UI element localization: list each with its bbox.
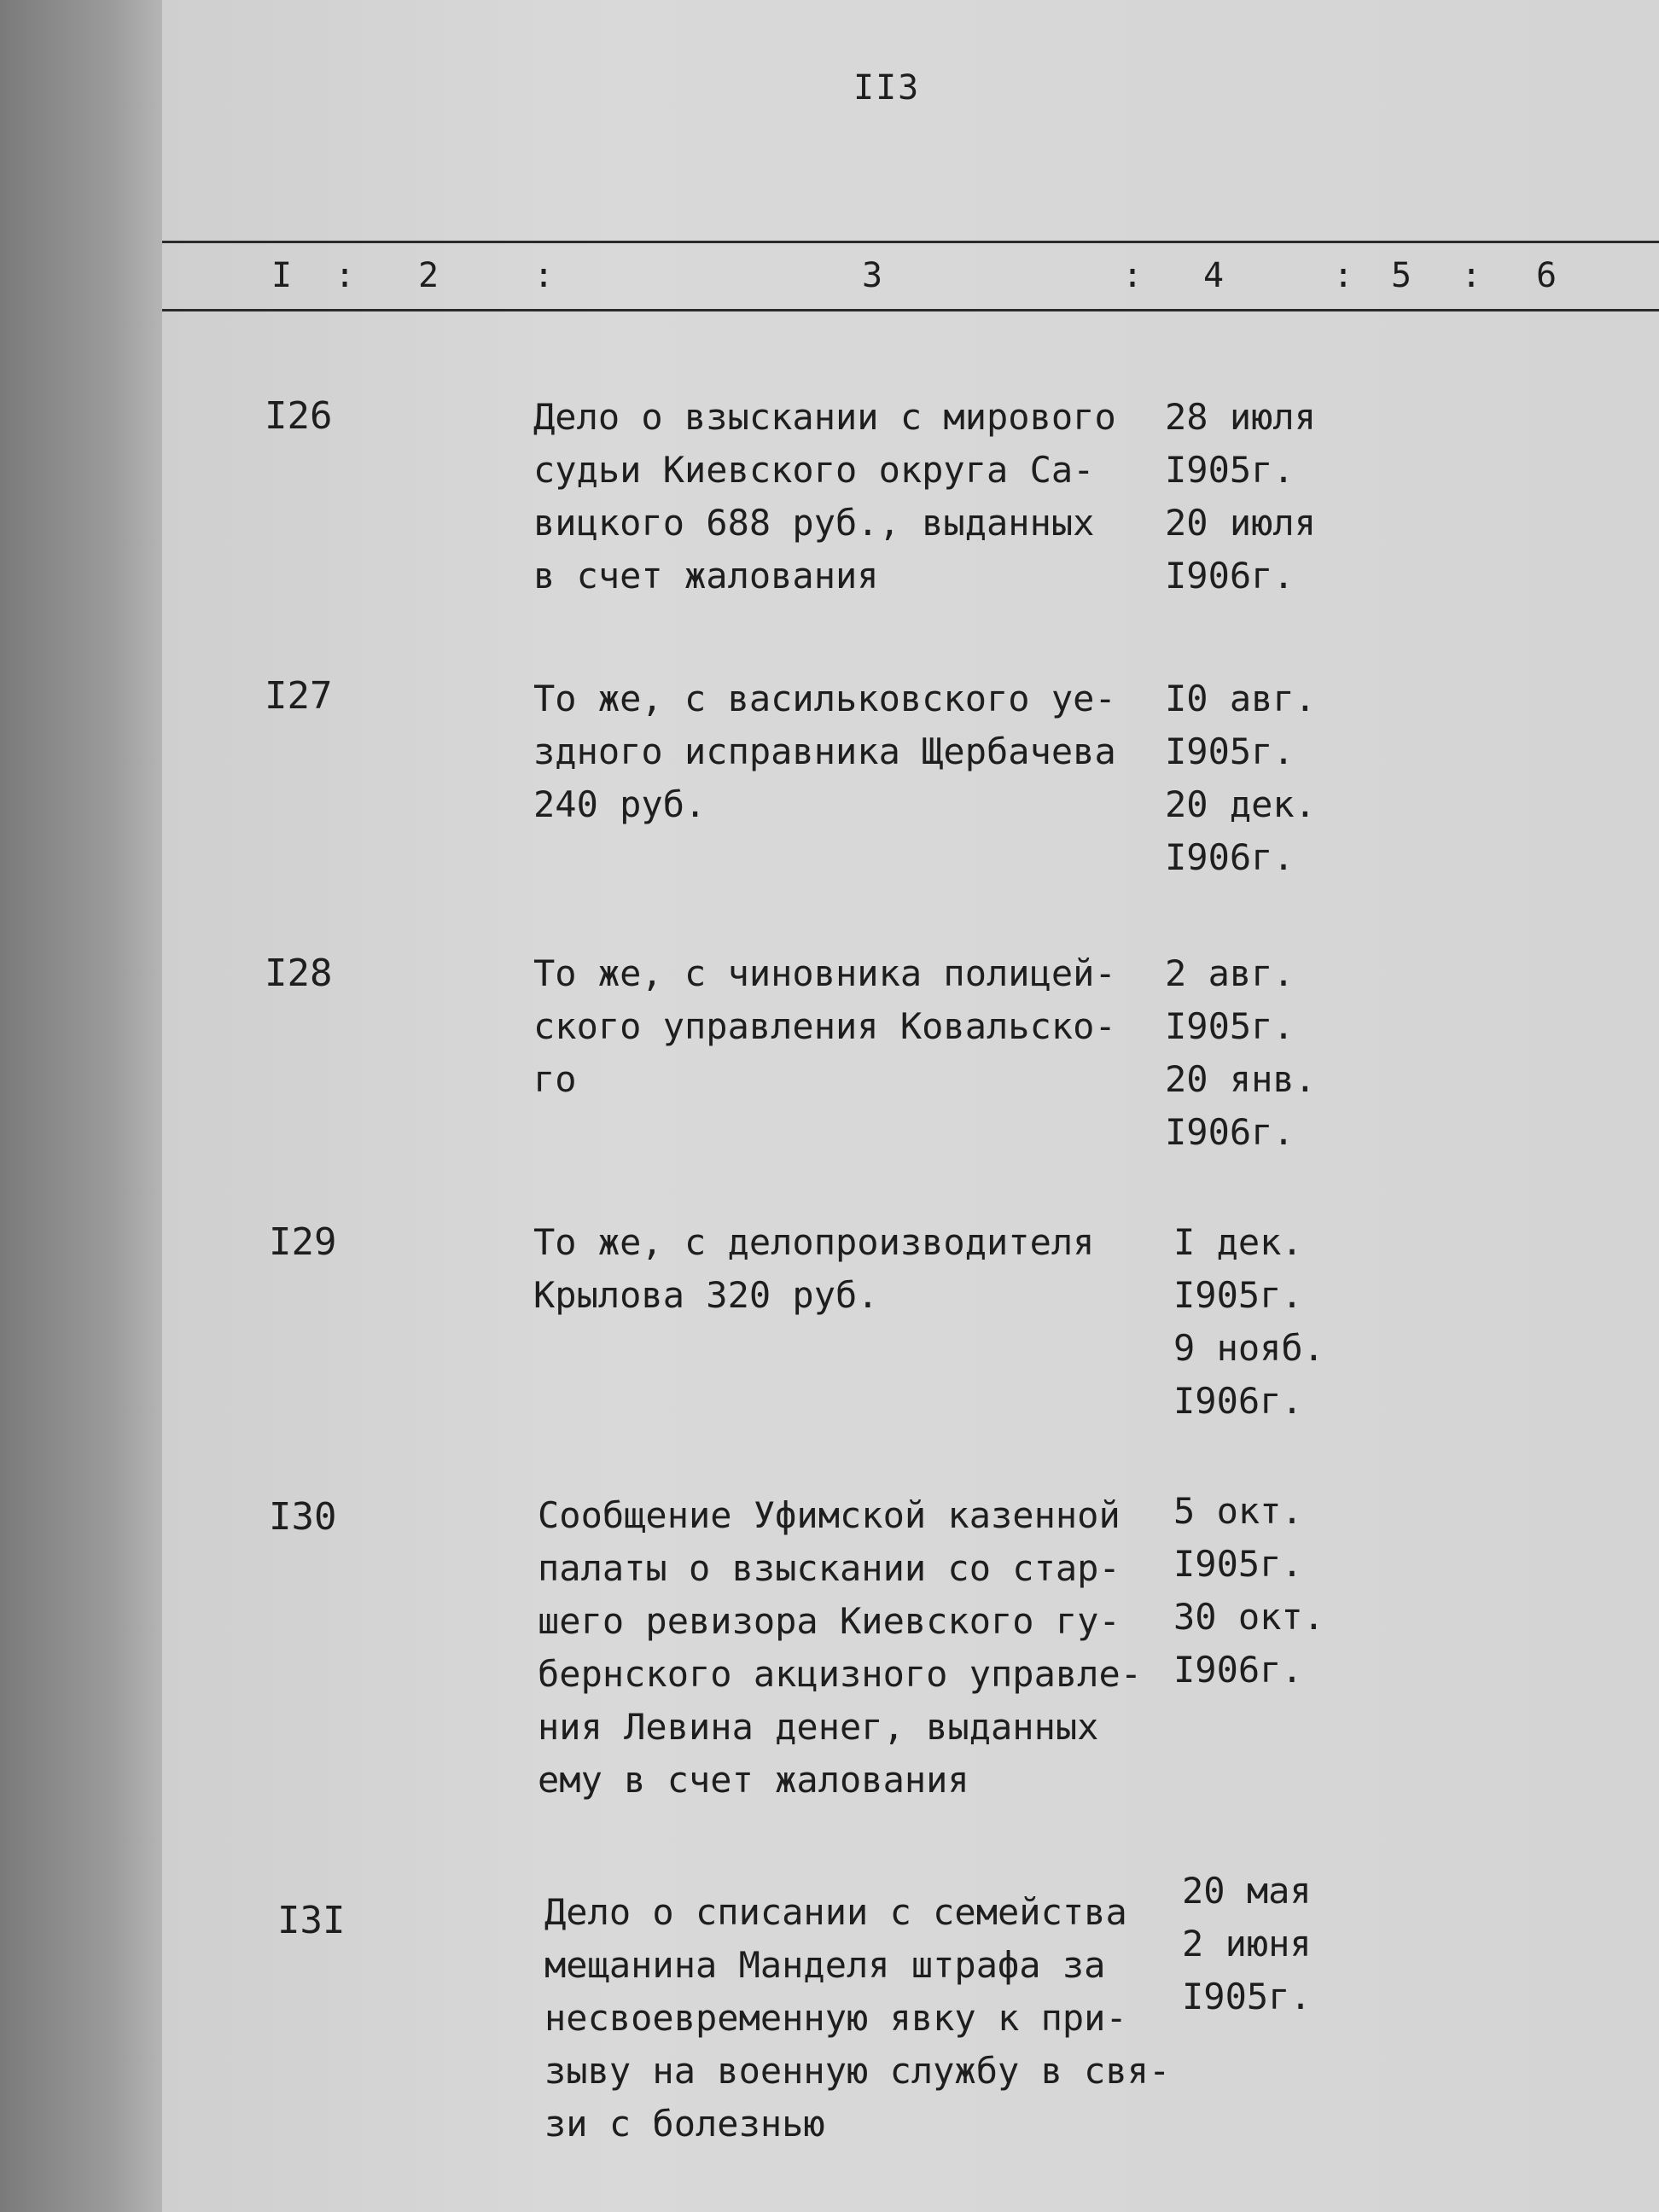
description-line: шего ревизора Киевского гу- (538, 1600, 1121, 1642)
date-line: I905г. (1165, 449, 1295, 491)
date-line: 9 нояб. (1173, 1327, 1325, 1369)
entry-description (533, 947, 1116, 1106)
entry-description (533, 1216, 1094, 1322)
header-col-1: I (271, 256, 293, 295)
entry-number: I26 (265, 394, 333, 438)
date-line: 2 авг. (1165, 952, 1295, 994)
entry-number: I30 (269, 1495, 337, 1539)
description-line: здного исправника Щербачева (533, 731, 1116, 772)
header-separator: : (533, 256, 555, 295)
entry-description (538, 1489, 1142, 1807)
date-line: I906г. (1165, 836, 1295, 878)
date-line: I906г. (1173, 1649, 1303, 1691)
description-line: Дело о взыскании с мирового (533, 396, 1116, 438)
description-line: Дело о списании с семейства (544, 1891, 1127, 1933)
date-line: 2 июня (1182, 1923, 1312, 1965)
header-separator: : (1333, 256, 1354, 295)
date-line: I905г. (1173, 1274, 1303, 1316)
description-line: Сообщение Уфимской казенной (538, 1494, 1121, 1536)
description-line: зыву на военную службу в свя- (544, 2050, 1171, 2092)
header-separator: : (335, 256, 356, 295)
date-line: I906г. (1165, 555, 1295, 597)
header-col-3: 3 (862, 256, 883, 295)
entry-number: I3I (277, 1899, 346, 1942)
description-line: в счет жалования (533, 555, 879, 597)
header-col-2: 2 (418, 256, 439, 295)
date-line: I дек. (1173, 1221, 1303, 1263)
description-line: судьи Киевского округа Са- (533, 449, 1095, 491)
description-line: ского управления Ковальско- (533, 1005, 1116, 1047)
header-separator: : (1461, 256, 1482, 295)
date-line: I905г. (1182, 1976, 1312, 2017)
date-line: 20 янв. (1165, 1058, 1317, 1100)
entry-description (533, 391, 1116, 602)
entry-number: I27 (265, 674, 333, 718)
entry-dates (1173, 1216, 1324, 1428)
header-col-5: 5 (1391, 256, 1412, 295)
entry-description (544, 1886, 1170, 2151)
description-line: несвоевременную явку к при- (544, 1997, 1127, 2039)
date-line: 20 дек. (1165, 783, 1317, 825)
date-line: I905г. (1165, 1005, 1295, 1047)
header-separator: : (1122, 256, 1144, 295)
entry-dates (1173, 1485, 1324, 1697)
date-line: 28 июля (1165, 396, 1317, 438)
document-page (162, 0, 1659, 2212)
description-line: зи с болезнью (544, 2103, 825, 2145)
entry-dates (1165, 672, 1316, 884)
description-line: То же, с делопроизводителя (533, 1221, 1095, 1263)
description-line: ему в счет жалования (538, 1759, 969, 1801)
date-line: I905г. (1165, 731, 1295, 772)
entry-dates (1182, 1865, 1312, 2023)
date-line: 20 мая (1182, 1870, 1312, 1912)
description-line: го (533, 1058, 577, 1100)
header-col-6: 6 (1536, 256, 1557, 295)
date-line: I906г. (1165, 1111, 1295, 1153)
date-line: I906г. (1173, 1380, 1303, 1422)
description-line: бернского акцизного управле- (538, 1653, 1143, 1695)
entry-number: I29 (269, 1220, 337, 1264)
date-line: 20 июля (1165, 502, 1317, 544)
entry-number: I28 (265, 952, 333, 995)
entry-description (533, 672, 1116, 831)
header-col-4: 4 (1203, 256, 1225, 295)
entry-dates (1165, 947, 1316, 1159)
description-line: 240 руб. (533, 783, 707, 825)
description-line: То же, с чиновника полицей- (533, 952, 1116, 994)
description-line: палаты о взыскании со стар- (538, 1547, 1121, 1589)
date-line: I0 авг. (1165, 678, 1317, 719)
description-line: мещанина Манделя штрафа за (544, 1944, 1106, 1986)
header-top-rule (162, 241, 1659, 243)
date-line: 30 окт. (1173, 1596, 1325, 1638)
description-line: Крылова 320 руб. (533, 1274, 879, 1316)
date-line: 5 окт. (1173, 1490, 1303, 1532)
page-edge-shadow (0, 0, 162, 2212)
description-line: ния Левина денег, выданных (538, 1706, 1099, 1748)
header-bottom-rule (162, 309, 1659, 311)
page-number: II3 (853, 68, 921, 108)
description-line: вицкого 688 руб., выданных (533, 502, 1095, 544)
description-line: То же, с васильковского уе- (533, 678, 1116, 719)
date-line: I905г. (1173, 1543, 1303, 1585)
entry-dates (1165, 391, 1316, 602)
